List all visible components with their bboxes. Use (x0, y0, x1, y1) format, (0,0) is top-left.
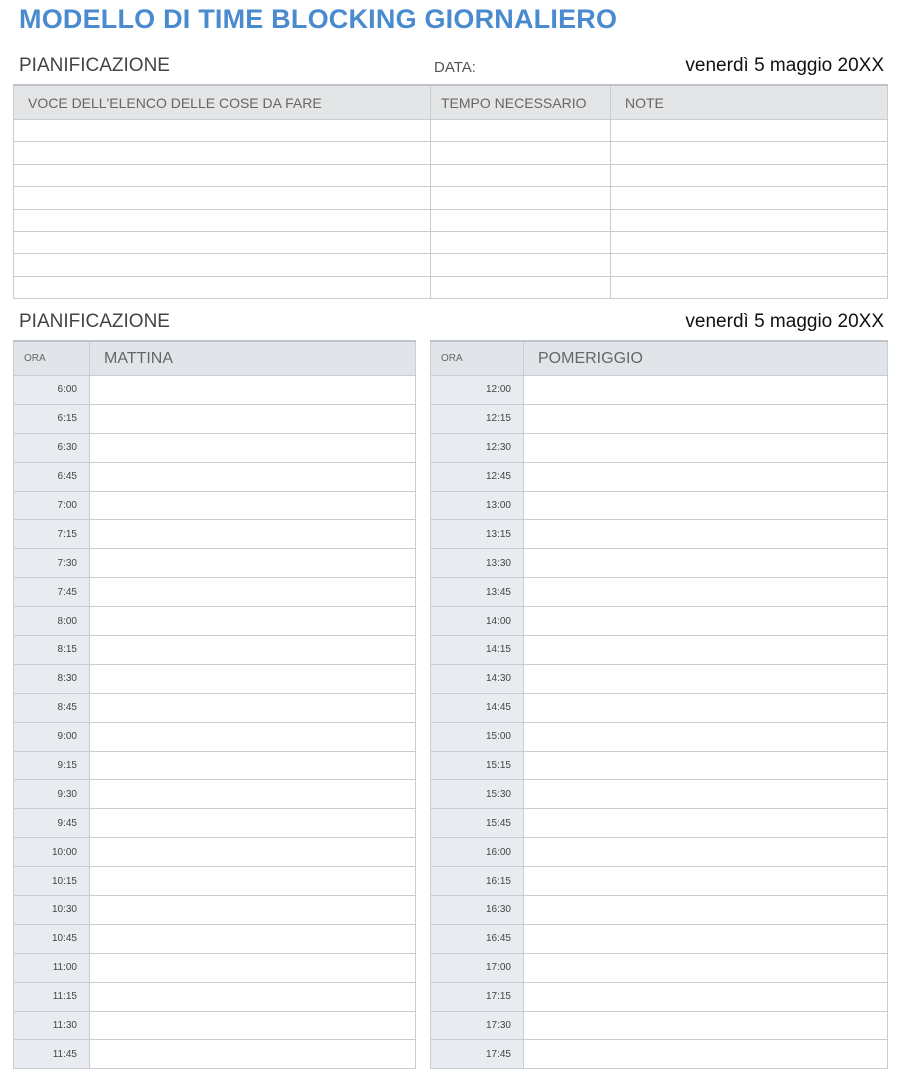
afternoon-schedule-row (431, 896, 888, 925)
afternoon-schedule-row (431, 982, 888, 1011)
afternoon-time-cell: 17:45 (431, 1040, 524, 1069)
page-title: MODELLO DI TIME BLOCKING GIORNALIERO (19, 4, 618, 34)
morning-schedule-row (14, 693, 416, 722)
afternoon-schedule-row (431, 751, 888, 780)
time-needed-cell[interactable] (431, 187, 611, 209)
todo-item-cell[interactable] (14, 231, 431, 253)
morning-schedule-row (14, 924, 416, 953)
afternoon-task-cell[interactable] (524, 896, 888, 925)
afternoon-schedule-row (431, 433, 888, 462)
afternoon-time-cell: 17:15 (431, 982, 524, 1011)
todo-item-cell[interactable] (14, 187, 431, 209)
afternoon-task-cell[interactable] (524, 1040, 888, 1069)
morning-schedule-row (14, 982, 416, 1011)
afternoon-task-cell[interactable] (524, 433, 888, 462)
afternoon-time-cell: 15:00 (431, 722, 524, 751)
afternoon-time-cell: 13:15 (431, 520, 524, 549)
morning-task-cell[interactable] (90, 664, 416, 693)
afternoon-schedule-row (431, 1040, 888, 1069)
afternoon-schedule-row (431, 867, 888, 896)
notes-cell[interactable] (611, 164, 888, 186)
morning-schedule-row (14, 664, 416, 693)
notes-column-header: NOTE (611, 85, 888, 120)
afternoon-task-cell[interactable] (524, 838, 888, 867)
morning-task-cell[interactable] (90, 722, 416, 751)
afternoon-header: POMERIGGIO (524, 341, 888, 376)
afternoon-schedule-row (431, 404, 888, 433)
morning-time-cell: 8:30 (14, 664, 90, 693)
todo-row (14, 276, 888, 298)
afternoon-task-cell[interactable] (524, 578, 888, 607)
afternoon-time-cell: 12:30 (431, 433, 524, 462)
afternoon-schedule-row (431, 664, 888, 693)
morning-time-cell: 6:15 (14, 404, 90, 433)
afternoon-time-cell: 14:45 (431, 693, 524, 722)
morning-task-cell[interactable] (90, 780, 416, 809)
time-needed-cell[interactable] (431, 164, 611, 186)
morning-schedule-row (14, 462, 416, 491)
afternoon-task-cell[interactable] (524, 867, 888, 896)
morning-task-cell[interactable] (90, 838, 416, 867)
todo-item-cell[interactable] (14, 142, 431, 164)
afternoon-schedule-row (431, 953, 888, 982)
notes-cell[interactable] (611, 187, 888, 209)
todo-item-cell[interactable] (14, 164, 431, 186)
morning-schedule-row (14, 896, 416, 925)
afternoon-time-cell: 16:15 (431, 867, 524, 896)
todo-item-cell[interactable] (14, 120, 431, 142)
afternoon-task-cell[interactable] (524, 1011, 888, 1040)
afternoon-task-cell[interactable] (524, 693, 888, 722)
morning-time-cell: 9:15 (14, 751, 90, 780)
time-needed-cell[interactable] (431, 254, 611, 276)
morning-task-cell[interactable] (90, 809, 416, 838)
todo-item-cell[interactable] (14, 276, 431, 298)
afternoon-time-header: ORA (431, 341, 524, 376)
afternoon-task-cell[interactable] (524, 953, 888, 982)
morning-time-cell: 9:00 (14, 722, 90, 751)
todo-row (14, 209, 888, 231)
afternoon-task-cell[interactable] (524, 809, 888, 838)
afternoon-schedule-row (431, 491, 888, 520)
afternoon-task-cell[interactable] (524, 924, 888, 953)
morning-time-cell: 8:15 (14, 636, 90, 665)
afternoon-time-cell: 14:15 (431, 636, 524, 665)
schedule-date-value: venerdì 5 maggio 20XX (685, 311, 884, 332)
morning-time-cell: 6:00 (14, 376, 90, 405)
afternoon-task-cell[interactable] (524, 722, 888, 751)
morning-schedule-row (14, 867, 416, 896)
schedule-section-label: PIANIFICAZIONE (19, 311, 170, 332)
afternoon-time-cell: 12:00 (431, 376, 524, 405)
morning-task-cell[interactable] (90, 924, 416, 953)
morning-schedule-row (14, 607, 416, 636)
time-needed-cell[interactable] (431, 209, 611, 231)
notes-cell[interactable] (611, 142, 888, 164)
morning-time-cell: 6:45 (14, 462, 90, 491)
afternoon-schedule-row (431, 924, 888, 953)
morning-task-cell[interactable] (90, 751, 416, 780)
morning-task-cell[interactable] (90, 1011, 416, 1040)
afternoon-task-cell[interactable] (524, 607, 888, 636)
morning-task-cell[interactable] (90, 549, 416, 578)
morning-task-cell[interactable] (90, 491, 416, 520)
morning-time-cell: 6:30 (14, 433, 90, 462)
todo-row (14, 142, 888, 164)
afternoon-schedule-row (431, 376, 888, 405)
morning-time-cell: 9:30 (14, 780, 90, 809)
morning-schedule-row (14, 578, 416, 607)
notes-cell[interactable] (611, 276, 888, 298)
afternoon-time-cell: 12:45 (431, 462, 524, 491)
morning-schedule-row (14, 404, 416, 433)
afternoon-time-cell: 17:30 (431, 1011, 524, 1040)
planning-section-label: PIANIFICAZIONE (19, 55, 170, 76)
todo-item-cell[interactable] (14, 254, 431, 276)
time-needed-cell[interactable] (431, 276, 611, 298)
morning-time-header: ORA (14, 341, 90, 376)
morning-time-cell: 7:00 (14, 491, 90, 520)
afternoon-schedule-table (430, 340, 888, 1069)
afternoon-task-cell[interactable] (524, 549, 888, 578)
morning-schedule-row (14, 549, 416, 578)
morning-time-cell: 9:45 (14, 809, 90, 838)
morning-task-cell[interactable] (90, 982, 416, 1011)
notes-cell[interactable] (611, 254, 888, 276)
afternoon-task-cell[interactable] (524, 462, 888, 491)
morning-schedule-row (14, 520, 416, 549)
morning-schedule-row (14, 809, 416, 838)
morning-task-cell[interactable] (90, 1040, 416, 1069)
afternoon-task-cell[interactable] (524, 376, 888, 405)
morning-time-cell: 11:30 (14, 1011, 90, 1040)
morning-schedule-row (14, 1011, 416, 1040)
morning-header: MATTINA (90, 341, 416, 376)
afternoon-schedule-row (431, 520, 888, 549)
afternoon-time-cell: 15:45 (431, 809, 524, 838)
morning-task-cell[interactable] (90, 376, 416, 405)
todo-item-cell[interactable] (14, 209, 431, 231)
morning-schedule-row (14, 953, 416, 982)
morning-time-cell: 10:45 (14, 924, 90, 953)
morning-task-cell[interactable] (90, 636, 416, 665)
afternoon-time-cell: 13:00 (431, 491, 524, 520)
morning-task-cell[interactable] (90, 433, 416, 462)
todo-column-header: VOCE DELL'ELENCO DELLE COSE DA FARE (14, 85, 431, 120)
afternoon-task-cell[interactable] (524, 780, 888, 809)
todo-row (14, 254, 888, 276)
afternoon-time-cell: 13:45 (431, 578, 524, 607)
afternoon-time-cell: 17:00 (431, 953, 524, 982)
todo-row (14, 164, 888, 186)
morning-time-cell: 8:45 (14, 693, 90, 722)
morning-schedule-row (14, 433, 416, 462)
time-needed-column-header: TEMPO NECESSARIO (431, 85, 611, 120)
morning-schedule-row (14, 376, 416, 405)
afternoon-task-cell[interactable] (524, 404, 888, 433)
afternoon-task-cell[interactable] (524, 491, 888, 520)
morning-time-cell: 7:15 (14, 520, 90, 549)
morning-task-cell[interactable] (90, 578, 416, 607)
morning-time-cell: 10:30 (14, 896, 90, 925)
afternoon-schedule-row (431, 693, 888, 722)
afternoon-schedule-row (431, 838, 888, 867)
afternoon-time-cell: 16:30 (431, 896, 524, 925)
afternoon-schedule-row (431, 549, 888, 578)
morning-task-cell[interactable] (90, 607, 416, 636)
afternoon-time-cell: 16:00 (431, 838, 524, 867)
date-label: DATA: (434, 59, 476, 76)
afternoon-time-cell: 16:45 (431, 924, 524, 953)
afternoon-schedule-row (431, 607, 888, 636)
morning-time-cell: 7:45 (14, 578, 90, 607)
afternoon-time-cell: 15:15 (431, 751, 524, 780)
todo-table (13, 84, 888, 299)
todo-row (14, 231, 888, 253)
morning-time-cell: 10:15 (14, 867, 90, 896)
morning-time-cell: 11:00 (14, 953, 90, 982)
morning-time-cell: 8:00 (14, 607, 90, 636)
morning-time-cell: 11:15 (14, 982, 90, 1011)
afternoon-time-cell: 13:30 (431, 549, 524, 578)
afternoon-schedule-row (431, 780, 888, 809)
morning-schedule-table (13, 340, 416, 1069)
morning-task-cell[interactable] (90, 404, 416, 433)
morning-task-cell[interactable] (90, 953, 416, 982)
morning-task-cell[interactable] (90, 867, 416, 896)
morning-schedule-row (14, 722, 416, 751)
afternoon-time-cell: 14:30 (431, 664, 524, 693)
morning-schedule-row (14, 636, 416, 665)
afternoon-task-cell[interactable] (524, 664, 888, 693)
morning-task-cell[interactable] (90, 693, 416, 722)
morning-schedule-row (14, 491, 416, 520)
morning-time-cell: 11:45 (14, 1040, 90, 1069)
time-needed-cell[interactable] (431, 120, 611, 142)
notes-cell[interactable] (611, 209, 888, 231)
afternoon-schedule-row (431, 1011, 888, 1040)
afternoon-schedule-row (431, 722, 888, 751)
morning-schedule-row (14, 1040, 416, 1069)
morning-schedule-row (14, 780, 416, 809)
time-needed-cell[interactable] (431, 231, 611, 253)
afternoon-task-cell[interactable] (524, 636, 888, 665)
afternoon-task-cell[interactable] (524, 751, 888, 780)
afternoon-time-cell: 15:30 (431, 780, 524, 809)
notes-cell[interactable] (611, 231, 888, 253)
morning-task-cell[interactable] (90, 520, 416, 549)
morning-time-cell: 7:30 (14, 549, 90, 578)
morning-schedule-row (14, 838, 416, 867)
morning-time-cell: 10:00 (14, 838, 90, 867)
todo-row (14, 187, 888, 209)
afternoon-task-cell[interactable] (524, 982, 888, 1011)
todo-row (14, 120, 888, 142)
date-value: venerdì 5 maggio 20XX (685, 55, 884, 76)
afternoon-schedule-row (431, 809, 888, 838)
afternoon-schedule-row (431, 636, 888, 665)
afternoon-schedule-row (431, 462, 888, 491)
afternoon-time-cell: 14:00 (431, 607, 524, 636)
afternoon-time-cell: 12:15 (431, 404, 524, 433)
morning-task-cell[interactable] (90, 896, 416, 925)
time-needed-cell[interactable] (431, 142, 611, 164)
afternoon-task-cell[interactable] (524, 520, 888, 549)
morning-task-cell[interactable] (90, 462, 416, 491)
notes-cell[interactable] (611, 120, 888, 142)
afternoon-schedule-row (431, 578, 888, 607)
morning-schedule-row (14, 751, 416, 780)
